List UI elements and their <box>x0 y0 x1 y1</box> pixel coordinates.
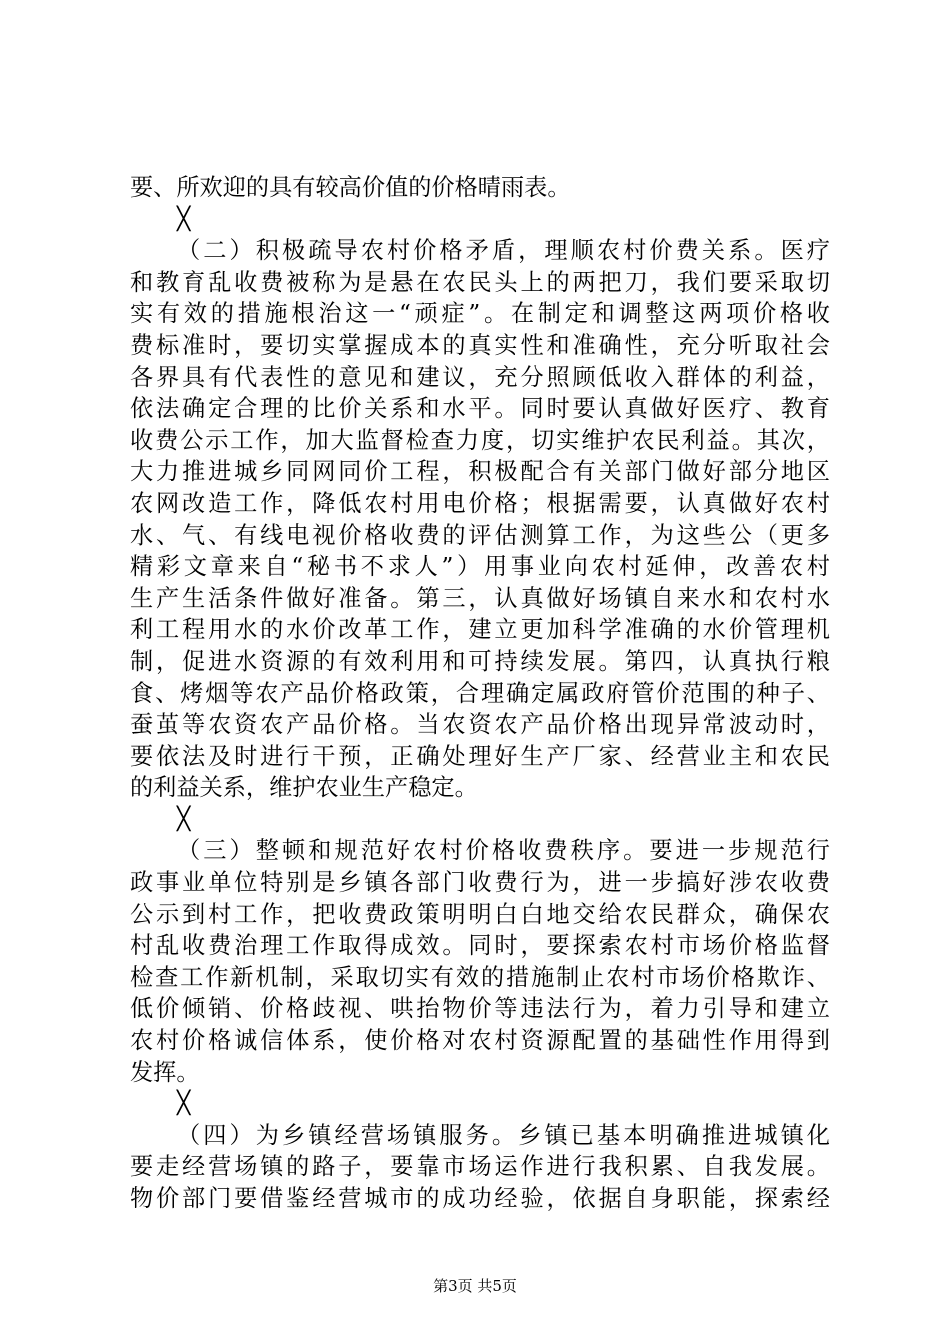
text-line: 食、烤烟等农产品价格政策，合理确定属政府管价范围的种子、 <box>130 679 830 707</box>
cross-marker-icon: ╳ <box>177 806 191 832</box>
text-line: 精彩文章来自“秘书不求人”）用事业向农村延伸，改善农村 <box>130 553 830 581</box>
text-line: 费标准时，要切实掌握成本的真实性和准确性，充分听取社会 <box>130 331 830 359</box>
text-line: 依法确定合理的比价关系和水平。同时要认真做好医疗、教育 <box>130 395 830 423</box>
text-line: 检查工作新机制，采取切实有效的措施制止农村市场价格欺诈、 <box>130 963 830 991</box>
text-line: 低价倾销、价格歧视、哄抬物价等违法行为，着力引导和建立 <box>130 995 830 1023</box>
text-line: 和教育乱收费被称为是悬在农民头上的两把刀，我们要采取切 <box>130 268 830 296</box>
text-line: 收费公示工作，加大监督检查力度，切实维护农民利益。其次， <box>130 426 830 454</box>
text-line: 公示到村工作，把收费政策明明白白地交给农民群众，确保农 <box>130 900 830 928</box>
text-line: 发挥。 <box>130 1058 200 1086</box>
text-line: 水、气、有线电视价格收费的评估测算工作，为这些公（更多 <box>130 521 830 549</box>
cross-marker-icon: ╳ <box>177 206 191 232</box>
text-line: 各界具有代表性的意见和建议，充分照顾低收入群体的利益， <box>130 363 830 391</box>
text-line: 的利益关系，维护农业生产稳定。 <box>130 774 478 802</box>
page-footer: 第3页 共5页 <box>433 1277 517 1295</box>
text-line: 大力推进城乡同网同价工程，积极配合有关部门做好部分地区 <box>130 458 830 486</box>
paragraph <box>130 172 830 204</box>
text-line: 实有效的措施根治这一“顽症”。在制定和调整这两项价格收 <box>130 300 830 328</box>
text-line: 政事业单位特别是乡镇各部门收费行为，进一步搞好涉农收费 <box>130 869 830 897</box>
paragraph <box>130 235 830 804</box>
text-line: 农村价格诚信体系，使价格对农村资源配置的基础性作用得到 <box>130 1027 830 1055</box>
text-line: 生产生活条件做好准备。第三，认真做好场镇自来水和农村水 <box>130 584 830 612</box>
text-line: 要依法及时进行干预，正确处理好生产厂家、经营业主和农民 <box>130 742 830 770</box>
text-line: （三）整顿和规范好农村价格收费秩序。要进一步规范行 <box>177 837 830 865</box>
text-line: 利工程用水的水价改革工作，建立更加科学准确的水价管理机 <box>130 616 830 644</box>
text-line: 农网改造工作，降低农村用电价格；根据需要，认真做好农村 <box>130 489 830 517</box>
document-body <box>130 172 830 1215</box>
paragraph <box>130 835 830 1088</box>
text-line: （二）积极疏导农村价格矛盾，理顺农村价费关系。医疗 <box>177 237 830 265</box>
text-line: 蚕茧等农资农产品价格。当农资农产品价格出现异常波动时， <box>130 711 830 739</box>
text-line: 要、所欢迎的具有较高价值的价格晴雨表。 <box>130 174 571 201</box>
text-line: 物价部门要借鉴经营城市的成功经验，依据自身职能，探索经 <box>130 1185 830 1212</box>
text-line: （四）为乡镇经营场镇服务。乡镇已基本明确推进城镇化 <box>177 1121 830 1149</box>
text-line: 制，促进水资源的有效利用和可持续发展。第四，认真执行粮 <box>130 647 830 675</box>
paragraph <box>130 1120 830 1215</box>
text-line: 村乱收费治理工作取得成效。同时，要探索农村市场价格监督 <box>130 932 830 960</box>
text-line: 要走经营场镇的路子，要靠市场运作进行我积累、自我发展。 <box>130 1153 830 1181</box>
cross-marker-icon: ╳ <box>177 1091 191 1117</box>
